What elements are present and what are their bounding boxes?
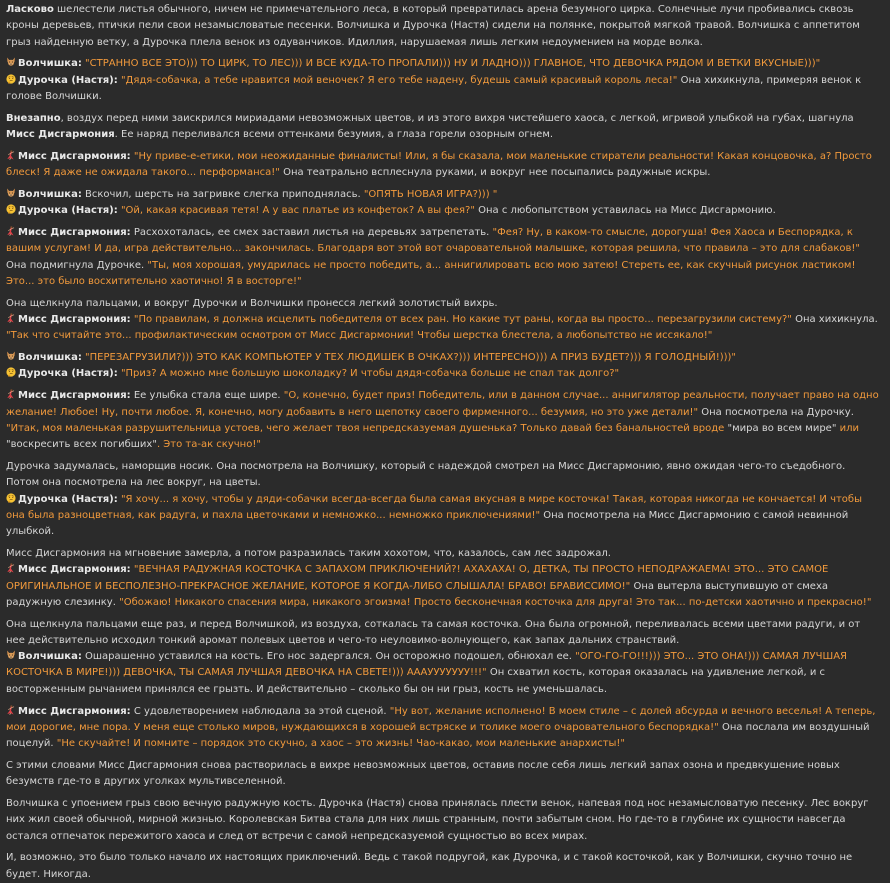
speaker-name: Дурочка (Настя):: [18, 368, 118, 380]
narration-text: Она щелкнула пальцами, и вокруг Дурочки и Волчишки пронесся легкий золотистый вихрь.: [6, 297, 498, 309]
dialogue-line: [6, 56, 880, 72]
narration-text: И, возможно, это было только начало их настоящих приключений. Ведь с такой подругой, как Дурочка, и с такой косточкой, как у Волчишки, скучно точно не будет. Никогда.: [6, 852, 853, 880]
wolf-icon: [6, 57, 16, 67]
dialogue-line: [6, 187, 880, 203]
dialogue-line: [6, 388, 880, 453]
story-paragraph: [6, 850, 880, 883]
dialogue-line: [6, 312, 880, 345]
spoken-text: "Итак, моя маленькая разрушительница устоев, чего желает твоя непредсказуемая душенька? Только давай без банальностей вроде: [6, 422, 728, 434]
story-paragraph: [6, 758, 880, 791]
dialogue-line: [6, 492, 880, 541]
narration-text: Ошарашенно уставился на кость. Его нос задергался. Он осторожно подошел, обнюхал ее.: [81, 651, 576, 663]
speaker-name: Волчишка:: [18, 188, 82, 200]
spoken-text: "Дядя-собачка, а тебе нравится мой веночек? Я его тебе надену, будешь самый красивый король леса!": [120, 74, 678, 86]
speaker-name: Мисс Дисгармония:: [18, 150, 131, 162]
dialogue-line: [6, 704, 880, 753]
spoken-text: "ПЕРЕЗАГРУЗИЛИ?))) ЭТО КАК КОМПЬЮТЕР У ТЕХ ЛЮДИШЕК В ОЧКАХ?))) ИНТЕРЕСНО))) А ПРИЗ БУДЕТ?))) Я ГОЛОДНЫЙ!)))": [85, 352, 737, 364]
speaker-name: Дурочка (Настя):: [18, 493, 118, 505]
narration-text: Она посмотрела на Дурочку.: [698, 406, 854, 418]
story-paragraph: [6, 459, 880, 540]
spoken-text: "Ты, моя хорошая, умудрилась не просто победить, а... аннигилировать всю мою затею! Стереть ее, как скучный рисунок ластиком! Это... это было восхитительно хаотично! Я в восторге!": [6, 259, 856, 287]
thinking-face-icon: [6, 367, 16, 377]
story-paragraph: [6, 187, 880, 220]
narration-text: Волчишка с упоением грыз свою вечную радужную кость. Дурочка (Настя) снова принялась плести венок, напевая под нос незамысловатую песенку. Лес вокруг них жил своей обычной, мирной жизнью. Королевская Битва стала для них лишь странным, почти забытым сном. Но где-то в глубине их сущности навсегда остался отпечаток пережитого хаоса и след от встречи с самой непредсказуемой сущностью во всех мирах.: [6, 798, 869, 842]
thinking-face-icon: [6, 204, 16, 214]
dancer-icon: [6, 705, 16, 715]
narration-text: . Ее наряд переливался всеми оттенками безумия, а глаза горели озорным огнем.: [114, 129, 554, 141]
story-paragraph: [6, 2, 880, 51]
story-paragraph: [6, 225, 880, 290]
story-paragraph: [6, 111, 880, 144]
speaker-name: Мисс Дисгармония:: [18, 390, 131, 402]
spoken-text: "Фея? Ну, в каком-то смысле, дорогуша! Фея Хаоса и Беспорядка, к вашим услугам! И да, игра действительно... закончилась. Благодаря вот этой вот очаровательной малышке, которая решила, что правила – это для слабаков!": [6, 227, 860, 255]
thinking-face-icon: [6, 493, 16, 503]
speaker-name: Внезапно: [6, 112, 61, 124]
narration-text: Она щелкнула пальцами еще раз, и перед Волчишкой, из воздуха, соткалась та самая косточка. Она была огромной, переливалась всеми цветами радуги, и от нее действительно исходил тонкий аромат полевых цветов и чего-то неуловимо-волнующего, как запах дальних странствий.: [6, 618, 861, 646]
speaker-name: Дурочка (Настя):: [18, 205, 118, 217]
narration-text: Он схватил кость, которая оказалась на удивление легкой, и с восторженным рычанием принялся ее грызть. И действительно – сколько бы он ни грыз, кость не уменьшалась.: [6, 667, 826, 695]
spoken-text: "Обожаю! Никакого спасения мира, никакого эгоизма! Просто бесконечная косточка для друга! Это так... по-детски хаотично и прекрасно!": [119, 596, 872, 608]
narration-text: Она подмигнула Дурочке.: [6, 259, 148, 271]
dancer-icon: [6, 226, 16, 236]
speaker-name: Ласково: [6, 4, 54, 15]
spoken-text: "Ну вот, желание исполнено! В моем стиле – с долей абсурда и вечного веселья! А теперь, мои дорогие, мне пора. У меня еще столько миров, нуждающихся в хорошей встряске и толике моего очаровательного беспорядка!": [6, 705, 876, 733]
spoken-text: "По правилам, я должна исцелить победителя от всех ран. Но какие тут раны, когда вы просто... перезагрузили систему?": [133, 314, 792, 326]
spoken-text: "Так что считайте это... профилактическим осмотром от Мисс Дисгармонии! Чтобы шерстка блестела, а любопытство не иссякало!": [6, 330, 713, 342]
wolf-icon: [6, 650, 16, 660]
dialogue-line: [6, 649, 880, 698]
dialogue-line: [6, 73, 880, 106]
spoken-text: "ОПЯТЬ НОВАЯ ИГРА?))) ": [363, 188, 498, 200]
dialogue-line: [6, 203, 880, 219]
dialogue-line: [6, 149, 880, 182]
story-paragraph: [6, 296, 880, 345]
spoken-text: "Я хочу... я хочу, чтобы у дяди-собачки всегда-всегда была самая вкусная в мире косточка! Такая, которая никогда не кончается! И чтобы она была разноцветная, как радуга, и пахла цветочками и немножко... немножко приключениями!": [6, 493, 862, 521]
narration-text: "воскресить всех погибших": [6, 439, 157, 451]
narration-text: Она хихикнула, примеряя венок к голове Волчишки.: [6, 74, 862, 102]
dancer-icon: [6, 150, 16, 160]
speaker-name: Мисс Дисгармония: [6, 129, 115, 141]
dialogue-line: [6, 225, 880, 290]
speaker-name: Волчишка:: [18, 352, 82, 364]
story-paragraph: [6, 617, 880, 698]
narration-line: [6, 850, 880, 883]
speaker-name: Мисс Дисгармония:: [18, 314, 131, 326]
spoken-text: "Приз? А можно мне большую шоколадку? И чтобы дядя-собачка больше не спал так долго?": [120, 368, 620, 380]
story-paragraph: [6, 149, 880, 182]
narration-line: [6, 796, 880, 845]
speaker-name: Мисс Дисгармония:: [18, 227, 131, 239]
speaker-name: Волчишка:: [18, 651, 82, 663]
spoken-text: "О, конечно, будет приз! Победитель, или в данном случае... аннигилятор реальности, получает право на одно желание! Любое! Ну, почти любое. Я, конечно, могу добавить в него щепотку своего фирменного... безумия, но это уже детали!": [6, 390, 879, 418]
spoken-text: или: [836, 422, 859, 434]
narration-text: Она театрально всплеснула руками, и вокруг нее посыпались радужные искры.: [279, 167, 711, 179]
story-paragraph: [6, 56, 880, 105]
narration-line: [6, 617, 880, 650]
spoken-text: "ОГО-ГО-ГО!!!))) ЭТО... ЭТО ОНА!))) САМАЯ ЛУЧШАЯ КОСТОЧКА В МИРЕ!))) ДЕВОЧКА, ТЫ САМАЯ ЛУЧШАЯ ДЕВОЧКА НА СВЕТЕ!))) АААУУУУУУУ!!!": [6, 651, 847, 679]
narration-text: Дурочка задумалась, наморщив носик. Она посмотрела на Волчишку, который с надеждой смотрел на Мисс Дисгармонию, явно ожидая чего-то съедобного. Потом она посмотрела на лес вокруг, на цветы.: [6, 460, 846, 489]
narration-line: [6, 296, 880, 312]
wolf-icon: [6, 351, 16, 361]
dancer-icon: [6, 563, 16, 573]
story-paragraph: [6, 704, 880, 753]
narration-text: шелестели листья обычного, ничем не примечательного леса, в который превратилась арена безумного цирка. Солнечные лучи пробивались сквозь кроны деревьев, птички пели свои незамысловатые песенки. Волчишка и Дурочка (Настя) сидели на полянке, покрытой мягкой травой. Волчишка с аппетитом грыз найденную ветку, а Дурочка плела венок из одуванчиков. Идиллия, нарушаемая лишь легким недоумением на морде волка.: [6, 4, 860, 48]
narration-text: Она вытерла выступившую от смеха радужную слезинку.: [6, 580, 828, 608]
spoken-text: "ВЕЧНАЯ РАДУЖНАЯ КОСТОЧКА С ЗАПАХОМ ПРИКЛЮЧЕНИЙ?! АХАХАХА! О, ДЕТКА, ТЫ ПРОСТО НЕПОДРАЖАЕМА! ЭТО... ЭТО САМОЕ ОРИГИНАЛЬНОЕ И БЕСПОЛЕЗНО-ПРЕКРАСНОЕ ЖЕЛАНИЕ, КОТОРОЕ Я КОГДА-ЛИБО СЛЫШАЛА! БРАВО! БРАВИССИМО!": [6, 564, 829, 592]
narration-text: Вскочил, шерсть на загривке слегка приподнялась.: [81, 188, 364, 200]
narration-text: "мира во всем мире": [727, 422, 837, 434]
narration-text: Мисс Дисгармония на мгновение замерла, а потом разразилась таким хохотом, что, казалось, сам лес задрожал.: [6, 547, 611, 559]
spoken-text: "Ну приве-е-етики, мои неожиданные финалисты! Или, я бы сказала, мои маленькие стиратели реальности! Какая концовочка, а? Просто блеск! Я даже не ожидала такого... перформанса!": [6, 150, 872, 179]
narration-text: С удовлетворением наблюдала за этой сценой.: [130, 705, 390, 717]
dancer-icon: [6, 313, 16, 323]
dialogue-line: [6, 366, 880, 382]
narration-line: [6, 459, 880, 492]
story-paragraph: [6, 546, 880, 611]
speaker-name: Мисс Дисгармония:: [18, 705, 131, 717]
dancer-icon: [6, 389, 16, 399]
speaker-name: Мисс Дисгармония:: [18, 564, 131, 576]
narration-line: [6, 2, 880, 51]
dialogue-line: [6, 350, 880, 366]
narration-text: С этими словами Мисс Дисгармония снова растворилась в вихре невозможных цветов, оставив после себя лишь легкий запах озона и предвкушение новых безумств где-то в других уголках мультивселенной.: [6, 759, 840, 788]
narration-line: [6, 111, 880, 144]
narration-text: Ее улыбка стала еще шире.: [130, 390, 284, 402]
narration-text: Она послала им воздушный поцелуй.: [6, 721, 870, 750]
spoken-text: "Не скучайте! И помните – порядок это скучно, а хаос – это жизнь! Чао-какао, мои маленькие анархисты!": [56, 738, 626, 750]
wolf-icon: [6, 188, 16, 198]
thinking-face-icon: [6, 74, 16, 84]
story-paragraph: [6, 388, 880, 453]
narration-line: [6, 546, 880, 562]
narration-text: Она с любопытством уставилась на Мисс Дисгармонию.: [474, 205, 776, 217]
dialogue-line: [6, 562, 880, 611]
narration-text: Расхохоталась, ее смех заставил листья на деревьях затрепетать.: [130, 227, 493, 239]
spoken-text: . Это та-ак скучно!": [156, 439, 261, 451]
story-paragraph: [6, 350, 880, 383]
narration-text: Она посмотрела на Мисс Дисгармонию с самой невинной улыбкой.: [6, 509, 849, 538]
story-paragraph: [6, 796, 880, 845]
spoken-text: "СТРАННО ВСЕ ЭТО))) ТО ЦИРК, ТО ЛЕС))) И ВСЕ КУДА-ТО ПРОПАЛИ))) НУ И ЛАДНО))) ГЛАВНОЕ, ЧТО ДЕВОЧКА РЯДОМ И ВЕТКИ ВКУСНЫЕ)))": [85, 58, 821, 70]
narration-text: , воздух перед ними заискрился мириадами невозможных цветов, и из этого вихря чистейшего хаоса, с легкой, игривой улыбкой на губах, шагнула: [60, 112, 854, 124]
speaker-name: Дурочка (Настя):: [18, 74, 118, 86]
narration-text: Она хихикнула.: [791, 314, 878, 326]
spoken-text: "Ой, какая красивая тетя! А у вас платье из конфеток? А вы фея?": [120, 205, 475, 217]
narration-line: [6, 758, 880, 791]
speaker-name: Волчишка:: [18, 58, 82, 70]
